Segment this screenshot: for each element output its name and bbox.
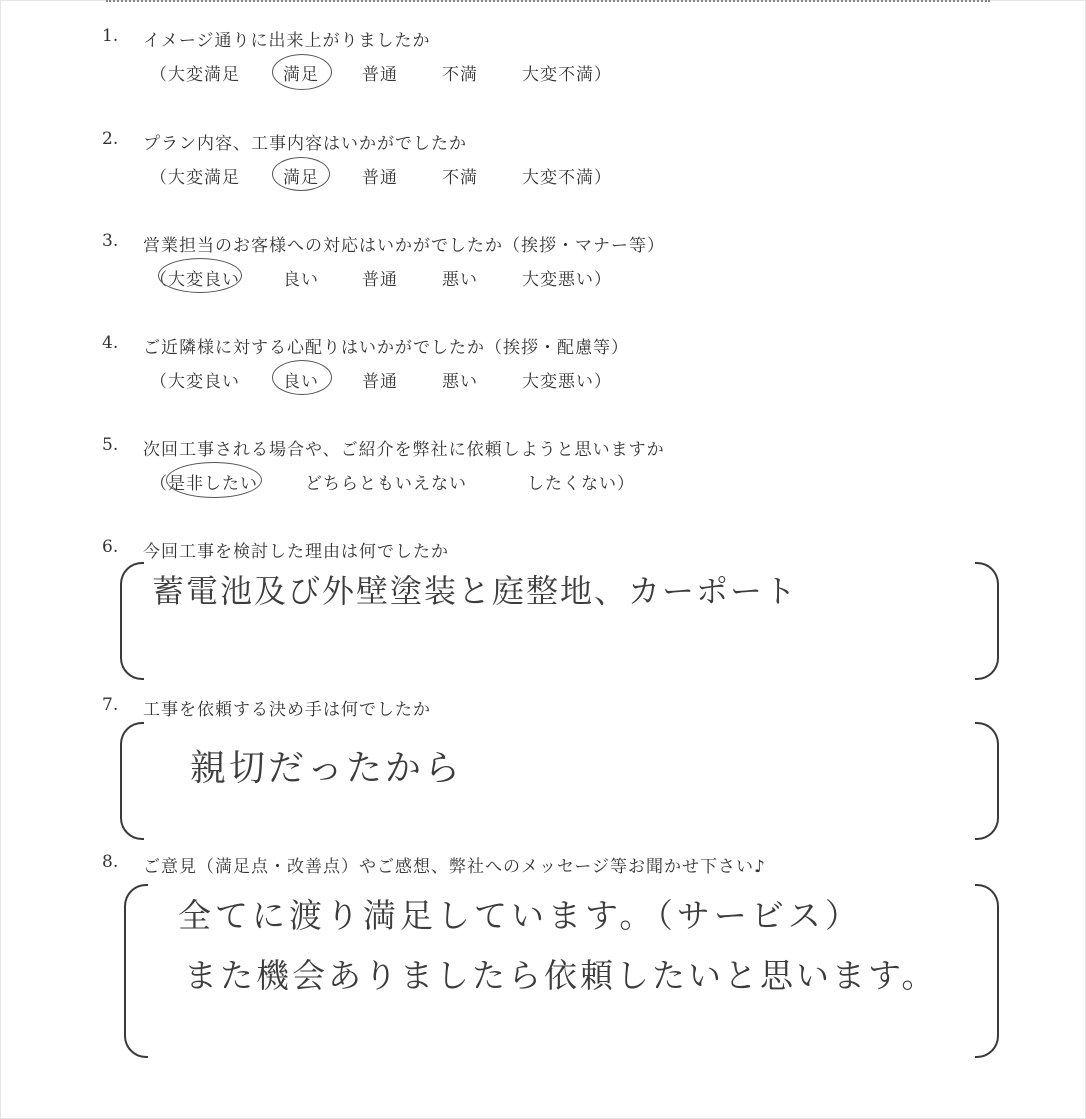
question-number: 7. (102, 695, 119, 715)
question-number: 8. (102, 852, 119, 872)
question-text: プラン内容、工事内容はいかがでしたか (143, 134, 467, 154)
question-number: 5. (102, 435, 119, 455)
handwritten-answer: 蓄電池及び外壁塗装と庭整地、カーポート (152, 572, 799, 610)
option: 普通 (362, 168, 398, 188)
handwritten-answer: 親切だったから (190, 748, 464, 789)
perforation-line (106, 0, 990, 2)
option-selected: （是非したい (150, 474, 258, 494)
question-text: 次回工事される場合や、ご紹介を弊社に依頼しようと思いますか (143, 440, 665, 460)
option-selected: （大変良い (150, 270, 240, 290)
option: 大変不満） (522, 65, 612, 85)
option: （大変満足 (150, 65, 240, 85)
option: 普通 (362, 270, 398, 290)
option: 悪い (442, 270, 478, 290)
question-number: 2. (102, 129, 119, 149)
answer-bracket-left (120, 562, 144, 680)
option: 不満 (442, 65, 478, 85)
option-selected: 良い (283, 372, 319, 392)
selection-circle (272, 360, 332, 395)
question-number: 4. (102, 333, 119, 353)
option: （大変満足 (150, 168, 240, 188)
option: 大変悪い） (522, 372, 612, 392)
question-text: 営業担当のお客様への対応はいかがでしたか（挨拶・マナー等） (143, 236, 665, 256)
question-text: ご近隣様に対する心配りはいかがでしたか（挨拶・配慮等） (143, 338, 629, 358)
question-text: ご意見（満足点・改善点）やご感想、弊社へのメッセージ等お聞かせ下さい♪ (143, 857, 766, 877)
answer-bracket-left (120, 722, 144, 840)
option: どちらともいえない (305, 474, 467, 494)
answer-bracket-right (975, 722, 999, 840)
question-number: 6. (102, 537, 119, 557)
selection-circle (272, 157, 330, 191)
selection-circle (166, 462, 262, 498)
question-number: 3. (102, 231, 119, 251)
option: 普通 (362, 372, 398, 392)
question-number: 1. (102, 26, 119, 46)
option: 不満 (442, 168, 478, 188)
option: （大変良い (150, 372, 240, 392)
handwritten-answer-line: また機会ありましたら依頼したいと思います。 (184, 956, 938, 995)
option: 普通 (362, 65, 398, 85)
answer-bracket-right (975, 562, 999, 680)
question-text: 今回工事を検討した理由は何でしたか (143, 542, 449, 562)
answer-bracket-right (975, 884, 999, 1058)
option: したくない） (527, 474, 635, 494)
answer-bracket-left (124, 884, 148, 1058)
question-text: 工事を依頼する決め手は何でしたか (143, 700, 431, 720)
option: 大変不満） (522, 168, 612, 188)
option-selected: 満足 (283, 168, 319, 188)
option: 良い (283, 270, 319, 290)
question-text: イメージ通りに出来上がりましたか (143, 31, 431, 51)
selection-circle (158, 258, 242, 293)
option: 悪い (442, 372, 478, 392)
option: 大変悪い） (522, 270, 612, 290)
handwritten-answer-line: 全てに渡り満足しています。（サービス） (178, 896, 862, 935)
option-selected: 満足 (283, 65, 319, 85)
selection-circle (272, 54, 332, 90)
